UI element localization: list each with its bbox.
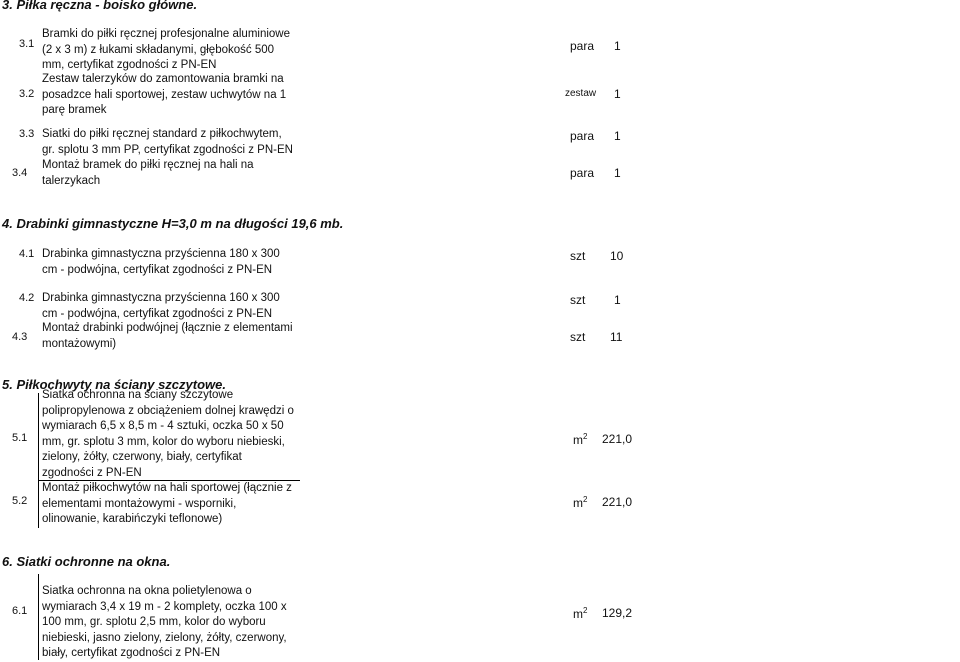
item-number: 5.2 xyxy=(12,495,28,507)
desc-line: Montaż drabinki podwójnej (łącznie z elementami xyxy=(42,322,293,334)
unit-exponent: 2 xyxy=(583,432,588,441)
desc-line: biały, certyfikat zgodności z PN-EN xyxy=(42,647,221,659)
desc-line: Montaż piłkochwytów na hali sportowej (łącznie z xyxy=(42,482,292,494)
desc-line: cm - podwójna, certyfikat zgodności z PN-EN xyxy=(42,307,273,320)
item-description xyxy=(42,72,302,119)
unit-exponent: 2 xyxy=(583,606,588,615)
item-quantity: 221,0 xyxy=(602,432,633,446)
item-number: 6.1 xyxy=(12,605,28,617)
desc-line: gr. splotu 3 mm PP, certyfikat zgodności z PN-EN xyxy=(42,143,293,156)
item-quantity: 1 xyxy=(614,166,621,180)
desc-line: Siatka ochronna na ściany szczytowe xyxy=(42,389,234,401)
item-description xyxy=(42,158,302,189)
item-number: 5.1 xyxy=(12,432,28,444)
desc-line: cm - podwójna, certyfikat zgodności z PN-EN xyxy=(42,263,273,276)
desc-line: talerzykach xyxy=(42,174,101,187)
item-description xyxy=(42,321,312,352)
item-quantity: 1 xyxy=(614,293,621,307)
item-quantity: 1 xyxy=(614,129,621,143)
item-description xyxy=(42,247,302,278)
desc-line: Montaż bramek do piłki ręcznej na hali na xyxy=(42,159,254,171)
unit-base: m xyxy=(573,607,583,621)
divider xyxy=(38,393,39,528)
item-unit xyxy=(573,607,587,621)
item-number: 4.3 xyxy=(12,331,28,343)
desc-line: olinowanie, karabińczyki teflonowe) xyxy=(42,513,223,525)
desc-line: wymiarach 6,5 x 8,5 m - 4 sztuki, oczka 50 x 50 xyxy=(42,420,284,432)
item-quantity: 11 xyxy=(610,330,623,344)
unit-base: m xyxy=(573,433,583,447)
item-number: 3.1 xyxy=(19,38,35,50)
item-number: 3.2 xyxy=(19,88,35,100)
item-unit: szt xyxy=(570,330,586,344)
item-number: 3.3 xyxy=(19,128,35,140)
desc-line: parę bramek xyxy=(42,104,107,116)
desc-line: mm, certyfikat zgodności z PN-EN xyxy=(42,59,217,71)
desc-line: niebieski, jasno zielony, zielony, żółty, czerwony, xyxy=(42,631,287,644)
item-description xyxy=(42,481,304,528)
section-5-title: 5. Piłkochwyty na ściany szczytowe. xyxy=(2,377,226,392)
section-6-title: 6. Siatki ochronne na okna. xyxy=(2,554,171,569)
unit-exponent: 2 xyxy=(583,495,588,504)
desc-line: Drabinka gimnastyczna przyścienna 160 x 300 xyxy=(42,292,280,304)
item-quantity: 10 xyxy=(610,249,624,263)
item-number: 4.2 xyxy=(19,292,35,304)
desc-line: polipropylenowa z obciążeniem dolnej krawędzi o xyxy=(42,404,294,417)
desc-line: 100 mm, gr. splotu 2,5 mm, kolor do wyboru xyxy=(42,616,266,628)
desc-line: wymiarach 3,4 x 19 m - 2 komplety, oczka 100 x xyxy=(42,600,287,613)
item-quantity: 221,0 xyxy=(602,495,633,509)
item-quantity: 129,2 xyxy=(602,606,633,620)
item-description xyxy=(42,388,304,481)
item-unit: szt xyxy=(570,249,586,263)
desc-line: Zestaw talerzyków do zamontowania bramki na xyxy=(42,73,284,85)
desc-line: zgodności z PN-EN xyxy=(42,466,142,479)
desc-line: (2 x 3 m) z łukami składanymi, głębokość 500 xyxy=(42,43,275,56)
item-unit xyxy=(573,433,587,447)
item-description xyxy=(42,27,302,74)
divider xyxy=(38,574,39,660)
item-quantity: 1 xyxy=(614,39,621,53)
desc-line: posadzce hali sportowej, zestaw uchwytów na 1 xyxy=(42,88,287,101)
item-number: 4.1 xyxy=(19,248,35,260)
item-unit: zestaw xyxy=(565,88,597,99)
item-description xyxy=(42,127,322,158)
item-quantity: 1 xyxy=(614,87,621,101)
item-number: 3.4 xyxy=(12,167,28,179)
desc-line: zielony, żółty, czerwony, biały, certyfikat xyxy=(42,451,242,463)
item-description xyxy=(42,584,304,662)
item-unit: para xyxy=(570,166,595,180)
desc-line: Siatka ochronna na okna polietylenowa o xyxy=(42,585,252,597)
item-unit: szt xyxy=(570,293,586,307)
item-unit: para xyxy=(570,129,595,143)
section-3-title: 3. Piłka ręczna - boisko główne. xyxy=(2,0,198,12)
desc-line: montażowymi) xyxy=(42,337,117,350)
section-4-title: 4. Drabinki gimnastyczne H=3,0 m na długości 19,6 mb. xyxy=(2,216,344,231)
item-description xyxy=(42,291,302,322)
desc-line: Drabinka gimnastyczna przyścienna 180 x 300 xyxy=(42,248,280,260)
unit-base: m xyxy=(573,496,583,510)
desc-line: Siatki do piłki ręcznej standard z piłkochwytem, xyxy=(42,128,282,140)
desc-line: Bramki do piłki ręcznej profesjonalne aluminiowe xyxy=(42,28,291,40)
item-unit xyxy=(573,496,587,510)
desc-line: mm, gr. splotu 3 mm, kolor do wyboru niebieski, xyxy=(42,435,285,448)
desc-line: elementami montażowymi - wsporniki, xyxy=(42,497,237,510)
item-unit: para xyxy=(570,39,595,53)
